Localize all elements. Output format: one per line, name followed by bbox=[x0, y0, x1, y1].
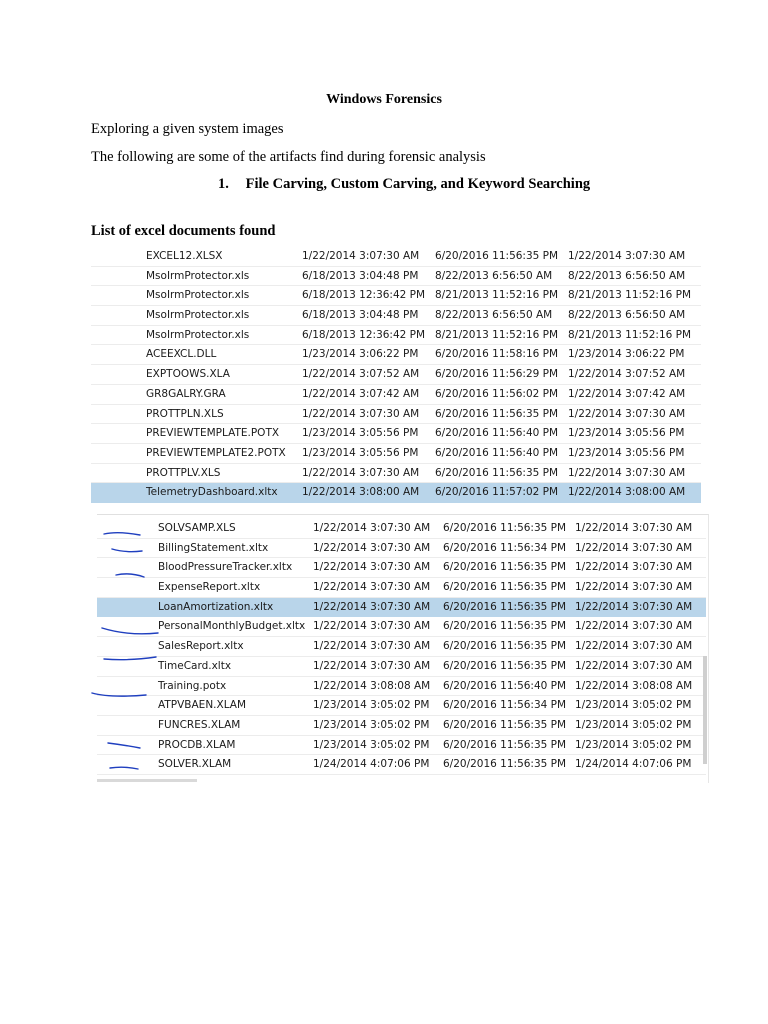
accessed-date-cell: 1/22/2014 3:07:30 AM bbox=[568, 407, 686, 420]
modified-date-cell: 6/20/2016 11:56:34 PM bbox=[443, 699, 567, 712]
file-name-cell: EXCEL12.XLSX bbox=[146, 250, 223, 262]
modified-date-cell: 6/20/2016 11:56:35 PM bbox=[443, 718, 567, 731]
created-date-cell: 1/22/2014 3:07:30 AM bbox=[313, 561, 431, 574]
modified-date-cell: 8/21/2013 11:52:16 PM bbox=[435, 328, 559, 341]
file-name-cell: TimeCard.xltx bbox=[158, 659, 232, 672]
table-row[interactable] bbox=[91, 267, 701, 287]
modified-date-cell: 6/20/2016 11:56:40 PM bbox=[435, 427, 559, 440]
file-name-cell: PREVIEWTEMPLATE2.POTX bbox=[146, 446, 286, 459]
table-row[interactable] bbox=[91, 306, 701, 326]
table-row[interactable] bbox=[91, 385, 701, 405]
accessed-date-cell: 1/22/2014 3:07:52 AM bbox=[568, 368, 686, 381]
created-date-cell: 1/23/2014 3:05:56 PM bbox=[302, 446, 419, 459]
accessed-date-cell: 1/24/2014 4:07:06 PM bbox=[575, 758, 692, 771]
file-name-cell: BillingStatement.xltx bbox=[158, 541, 269, 554]
created-date-cell: 1/22/2014 3:07:30 AM bbox=[302, 466, 420, 479]
created-date-cell: 1/23/2014 3:06:22 PM bbox=[302, 348, 419, 361]
accessed-date-cell: 1/22/2014 3:08:00 AM bbox=[568, 486, 686, 499]
modified-date-cell: 8/22/2013 6:56:50 AM bbox=[435, 269, 553, 282]
file-name-cell: PREVIEWTEMPLATE.POTX bbox=[146, 427, 280, 440]
table-row[interactable] bbox=[97, 617, 706, 637]
file-table-2 bbox=[97, 519, 706, 775]
table-row[interactable] bbox=[97, 657, 706, 677]
accessed-date-cell: 1/22/2014 3:07:30 AM bbox=[568, 466, 686, 479]
section-title: File Carving, Custom Carving, and Keyword Searching bbox=[245, 176, 591, 192]
modified-date-cell: 6/20/2016 11:56:29 PM bbox=[435, 368, 559, 381]
created-date-cell: 1/22/2014 3:07:30 AM bbox=[313, 640, 431, 653]
created-date-cell: 1/22/2014 3:08:00 AM bbox=[302, 486, 420, 499]
accessed-date-cell: 1/23/2014 3:06:22 PM bbox=[568, 348, 685, 361]
created-date-cell: 6/18/2013 12:36:42 PM bbox=[302, 328, 426, 341]
horizontal-scrollbar[interactable] bbox=[97, 779, 197, 782]
table-row[interactable] bbox=[91, 345, 701, 365]
created-date-cell: 1/22/2014 3:07:30 AM bbox=[313, 541, 431, 554]
file-name-cell: PROTTPLV.XLS bbox=[146, 466, 221, 479]
created-date-cell: 1/23/2014 3:05:02 PM bbox=[313, 699, 430, 712]
file-name-cell: GR8GALRY.GRA bbox=[146, 387, 226, 400]
section-heading bbox=[218, 176, 590, 193]
accessed-date-cell: 8/21/2013 11:52:16 PM bbox=[568, 328, 692, 341]
modified-date-cell: 6/20/2016 11:56:35 PM bbox=[443, 620, 567, 633]
file-name-cell: SOLVSAMP.XLS bbox=[158, 522, 236, 534]
accessed-date-cell: 1/22/2014 3:07:30 AM bbox=[575, 620, 693, 633]
modified-date-cell: 6/20/2016 11:56:34 PM bbox=[443, 541, 567, 554]
created-date-cell: 1/23/2014 3:05:02 PM bbox=[313, 738, 430, 751]
modified-date-cell: 6/20/2016 11:56:35 PM bbox=[435, 466, 559, 479]
table-row[interactable] bbox=[97, 519, 706, 539]
table-row[interactable] bbox=[91, 326, 701, 346]
file-name-cell: MsoIrmProtector.xls bbox=[146, 269, 250, 282]
file-name-cell: PersonalMonthlyBudget.xltx bbox=[158, 620, 306, 633]
accessed-date-cell: 8/21/2013 11:52:16 PM bbox=[568, 289, 692, 302]
modified-date-cell: 6/20/2016 11:56:35 PM bbox=[435, 407, 559, 420]
table-row[interactable] bbox=[91, 365, 701, 385]
file-name-cell: PROCDB.XLAM bbox=[158, 738, 236, 751]
file-name-cell: ExpenseReport.xltx bbox=[158, 581, 261, 594]
subtitle-paragraph: The following are some of the artifacts find during forensic analysis bbox=[91, 149, 486, 165]
accessed-date-cell: 1/23/2014 3:05:02 PM bbox=[575, 738, 692, 751]
modified-date-cell: 6/20/2016 11:56:35 PM bbox=[443, 659, 567, 672]
file-name-cell: PROTTPLN.XLS bbox=[146, 407, 224, 420]
modified-date-cell: 6/20/2016 11:56:02 PM bbox=[435, 387, 559, 400]
accessed-date-cell: 1/22/2014 3:07:30 AM bbox=[568, 250, 686, 262]
modified-date-cell: 6/20/2016 11:56:35 PM bbox=[443, 522, 567, 534]
intro-paragraph: Exploring a given system images bbox=[91, 121, 284, 137]
table-row[interactable] bbox=[91, 247, 701, 267]
accessed-date-cell: 1/23/2014 3:05:02 PM bbox=[575, 699, 692, 712]
file-name-cell: BloodPressureTracker.xltx bbox=[158, 561, 293, 574]
modified-date-cell: 6/20/2016 11:58:16 PM bbox=[435, 348, 559, 361]
table-row[interactable] bbox=[97, 716, 706, 736]
file-name-cell: FUNCRES.XLAM bbox=[158, 718, 241, 731]
created-date-cell: 1/22/2014 3:07:30 AM bbox=[302, 250, 420, 262]
document-title: Windows Forensics bbox=[326, 92, 442, 107]
accessed-date-cell: 1/22/2014 3:07:30 AM bbox=[575, 522, 693, 534]
created-date-cell: 6/18/2013 3:04:48 PM bbox=[302, 269, 419, 282]
created-date-cell: 1/23/2014 3:05:56 PM bbox=[302, 427, 419, 440]
created-date-cell: 1/22/2014 3:08:08 AM bbox=[313, 679, 431, 692]
table-row[interactable] bbox=[97, 637, 706, 657]
file-name-cell: LoanAmortization.xltx bbox=[158, 600, 274, 613]
file-name-cell: EXPTOOWS.XLA bbox=[146, 368, 230, 381]
accessed-date-cell: 1/22/2014 3:07:30 AM bbox=[575, 640, 693, 653]
created-date-cell: 6/18/2013 12:36:42 PM bbox=[302, 289, 426, 302]
modified-date-cell: 8/22/2013 6:56:50 AM bbox=[435, 309, 553, 322]
accessed-date-cell: 8/22/2013 6:56:50 AM bbox=[568, 309, 686, 322]
accessed-date-cell: 1/22/2014 3:07:30 AM bbox=[575, 561, 693, 574]
modified-date-cell: 6/20/2016 11:56:40 PM bbox=[443, 679, 567, 692]
file-table-1 bbox=[91, 247, 701, 503]
accessed-date-cell: 1/23/2014 3:05:02 PM bbox=[575, 718, 692, 731]
file-name-cell: SalesReport.xltx bbox=[158, 640, 244, 653]
table-row[interactable] bbox=[97, 696, 706, 716]
table-row[interactable] bbox=[91, 483, 701, 503]
vertical-scrollbar[interactable] bbox=[703, 656, 707, 764]
modified-date-cell: 6/20/2016 11:56:35 PM bbox=[443, 738, 567, 751]
created-date-cell: 1/22/2014 3:07:30 AM bbox=[302, 407, 420, 420]
modified-date-cell: 6/20/2016 11:57:02 PM bbox=[435, 486, 559, 499]
file-name-cell: MsoIrmProtector.xls bbox=[146, 328, 250, 341]
table-row[interactable] bbox=[91, 405, 701, 425]
accessed-date-cell: 1/22/2014 3:08:08 AM bbox=[575, 679, 693, 692]
accessed-date-cell: 8/22/2013 6:56:50 AM bbox=[568, 269, 686, 282]
table-row[interactable] bbox=[97, 755, 706, 775]
list-heading: List of excel documents found bbox=[91, 223, 276, 239]
created-date-cell: 1/22/2014 3:07:30 AM bbox=[313, 659, 431, 672]
table-row[interactable] bbox=[97, 736, 706, 756]
accessed-date-cell: 1/22/2014 3:07:30 AM bbox=[575, 541, 693, 554]
accessed-date-cell: 1/22/2014 3:07:30 AM bbox=[575, 600, 693, 613]
section-number: 1. bbox=[218, 176, 229, 192]
table-row[interactable] bbox=[97, 539, 706, 559]
accessed-date-cell: 1/23/2014 3:05:56 PM bbox=[568, 446, 685, 459]
file-name-cell: ACEEXCL.DLL bbox=[146, 348, 217, 361]
file-name-cell: MsoIrmProtector.xls bbox=[146, 309, 250, 322]
created-date-cell: 1/22/2014 3:07:30 AM bbox=[313, 522, 431, 534]
table-row[interactable] bbox=[91, 464, 701, 484]
modified-date-cell: 8/21/2013 11:52:16 PM bbox=[435, 289, 559, 302]
modified-date-cell: 6/20/2016 11:56:35 PM bbox=[443, 581, 567, 594]
created-date-cell: 1/23/2014 3:05:02 PM bbox=[313, 718, 430, 731]
modified-date-cell: 6/20/2016 11:56:35 PM bbox=[435, 250, 559, 262]
created-date-cell: 1/22/2014 3:07:30 AM bbox=[313, 600, 431, 613]
file-name-cell: TelemetryDashboard.xltx bbox=[146, 486, 278, 499]
file-name-cell: Training.potx bbox=[158, 679, 227, 692]
created-date-cell: 1/24/2014 4:07:06 PM bbox=[313, 758, 430, 771]
file-name-cell: ATPVBAEN.XLAM bbox=[158, 699, 247, 712]
accessed-date-cell: 1/22/2014 3:07:30 AM bbox=[575, 581, 693, 594]
file-name-cell: SOLVER.XLAM bbox=[158, 758, 232, 771]
modified-date-cell: 6/20/2016 11:56:35 PM bbox=[443, 600, 567, 613]
table-row[interactable] bbox=[97, 558, 706, 578]
table-row[interactable] bbox=[97, 598, 706, 618]
file-name-cell: MsoIrmProtector.xls bbox=[146, 289, 250, 302]
modified-date-cell: 6/20/2016 11:56:35 PM bbox=[443, 561, 567, 574]
created-date-cell: 1/22/2014 3:07:42 AM bbox=[302, 387, 420, 400]
table-row[interactable] bbox=[91, 444, 701, 464]
accessed-date-cell: 1/23/2014 3:05:56 PM bbox=[568, 427, 685, 440]
modified-date-cell: 6/20/2016 11:56:35 PM bbox=[443, 758, 567, 771]
modified-date-cell: 6/20/2016 11:56:40 PM bbox=[435, 446, 559, 459]
accessed-date-cell: 1/22/2014 3:07:30 AM bbox=[575, 659, 693, 672]
table-row[interactable] bbox=[97, 578, 706, 598]
created-date-cell: 1/22/2014 3:07:30 AM bbox=[313, 620, 431, 633]
created-date-cell: 6/18/2013 3:04:48 PM bbox=[302, 309, 419, 322]
modified-date-cell: 6/20/2016 11:56:35 PM bbox=[443, 640, 567, 653]
table-row[interactable] bbox=[91, 424, 701, 444]
accessed-date-cell: 1/22/2014 3:07:42 AM bbox=[568, 387, 686, 400]
created-date-cell: 1/22/2014 3:07:52 AM bbox=[302, 368, 420, 381]
table-row[interactable] bbox=[97, 677, 706, 697]
created-date-cell: 1/22/2014 3:07:30 AM bbox=[313, 581, 431, 594]
table-row[interactable] bbox=[91, 286, 701, 306]
